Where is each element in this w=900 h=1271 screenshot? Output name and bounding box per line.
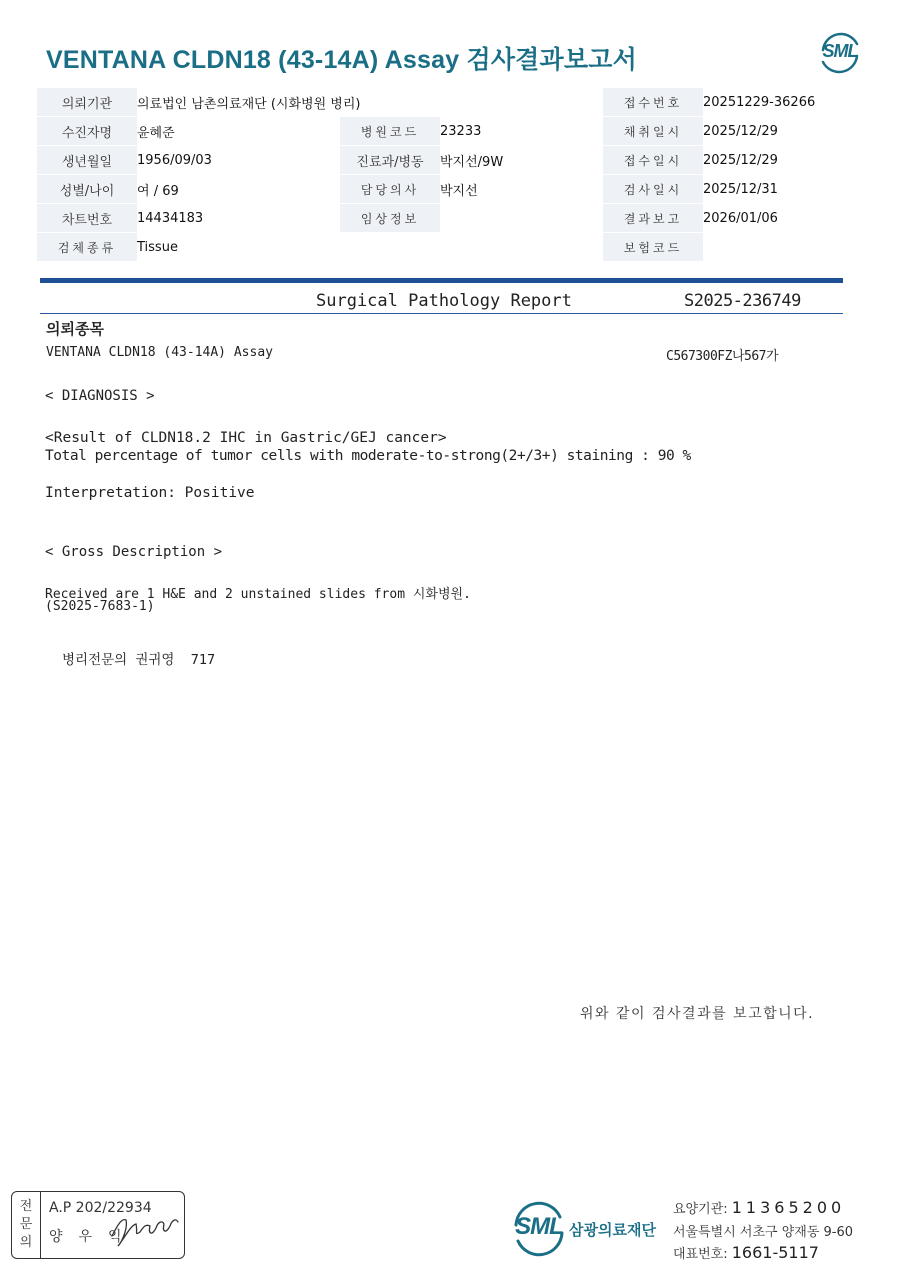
foundation-name: 삼광의료재단 (569, 1221, 656, 1239)
reported-value: 2026/01/06 (703, 204, 863, 233)
phone-label: 대표번호: (673, 1247, 732, 1262)
request-item: VENTANA CLDN18 (43-14A) Assay (46, 345, 273, 360)
table-row (37, 204, 863, 233)
receipt-no-value: 20251229-36266 (703, 88, 863, 117)
phone-number: 1661-5117 (731, 1243, 819, 1262)
report-divider (40, 278, 843, 283)
patient-label: 수진자명 (37, 117, 137, 146)
stamp-char: 전 (19, 1199, 33, 1214)
gross-slide-id: (S2025-7683-1) (45, 599, 155, 614)
table-row (37, 146, 863, 175)
received-label: 접수일시 (603, 146, 703, 175)
sex-age-value: 여 / 69 (137, 175, 340, 204)
clinical-label: 임상정보 (340, 204, 440, 233)
pathologist-stamp (11, 1191, 185, 1259)
insurance-value (703, 233, 863, 262)
result-title: <Result of CLDN18.2 IHC in Gastric/GEJ cancer> (45, 430, 447, 446)
dept-label: 진료과/병동 (340, 146, 440, 175)
received-value: 2025/12/29 (703, 146, 863, 175)
interpretation: Interpretation: Positive (45, 485, 255, 501)
footer-logo-text: SML (515, 1213, 563, 1240)
stamp-char: 의 (19, 1235, 33, 1250)
patient-value: 윤혜준 (137, 117, 340, 146)
collected-label: 채취일시 (603, 117, 703, 146)
stamp-side-label (12, 1192, 41, 1258)
table-row (37, 88, 863, 117)
sml-logo (817, 30, 863, 76)
phone-line (673, 1243, 819, 1262)
report-title: VENTANA CLDN18 (43-14A) Assay 검사결과보고서 (46, 46, 637, 74)
table-row (37, 175, 863, 204)
closing-statement: 위와 같이 검사결과를 보고합니다. (580, 1006, 815, 1022)
collected-value: 2025/12/29 (703, 117, 863, 146)
hospital-code-value: 23233 (440, 117, 603, 146)
logo-text: SML (822, 41, 858, 61)
institution-number: 11365200 (731, 1198, 846, 1217)
table-row (37, 117, 863, 146)
institution-line (673, 1198, 845, 1217)
pathologist-signature: 병리전문의 권귀영 717 (62, 652, 216, 668)
gross-heading: < Gross Description > (45, 544, 223, 560)
address-line (673, 1221, 853, 1240)
footer-sml-logo (510, 1200, 568, 1258)
hospital-code-label: 병원코드 (340, 117, 440, 146)
request-item-label: 의뢰종목 (46, 320, 104, 338)
report-underline (40, 313, 843, 314)
requesting-org-label: 의뢰기관 (37, 88, 137, 117)
table-row (37, 233, 863, 262)
chart-no-label: 차트번호 (37, 204, 137, 233)
chart-no-value: 14434183 (137, 204, 340, 233)
specimen-value: Tissue (137, 233, 340, 262)
patient-info-table (37, 88, 863, 262)
empty-cell (440, 233, 603, 262)
specimen-label: 검체종류 (37, 233, 137, 262)
sex-age-label: 성별/나이 (37, 175, 137, 204)
report-number: S2025-236749 (684, 291, 801, 311)
diagnosis-heading: < DIAGNOSIS > (45, 388, 155, 404)
gross-description: Received are 1 H&E and 2 unstained slides from 시화병원. (45, 587, 471, 602)
doctor-value: 박지선 (440, 175, 603, 204)
stamp-char: 문 (19, 1217, 33, 1232)
requesting-org-value: 의료법인 남촌의료재단 (시화병원 병리) (137, 88, 603, 117)
institution-label: 요양기관: (673, 1202, 732, 1217)
tested-label: 검사일시 (603, 175, 703, 204)
insurance-label: 보험코드 (603, 233, 703, 262)
receipt-no-label: 접수번호 (603, 88, 703, 117)
dob-label: 생년월일 (37, 146, 137, 175)
address: 서울특별시 서초구 양재동 9-60 (673, 1225, 854, 1240)
dept-value: 박지선/9W (440, 146, 603, 175)
stamp-ap-number: A.P 202/22934 (49, 1200, 152, 1216)
clinical-value (440, 204, 603, 233)
doctor-label: 담당의사 (340, 175, 440, 204)
stamp-name: 양우익 (49, 1229, 138, 1245)
handwritten-signature-icon (108, 1206, 182, 1250)
reported-label: 결과보고 (603, 204, 703, 233)
tested-value: 2025/12/31 (703, 175, 863, 204)
result-percentage: Total percentage of tumor cells with moderate-to-strong(2+/3+) staining : 90 % (45, 448, 691, 464)
dob-value: 1956/09/03 (137, 146, 340, 175)
empty-cell (340, 233, 440, 262)
report-heading: Surgical Pathology Report (316, 291, 572, 311)
request-code: C567300FZ나567가 (666, 349, 779, 364)
